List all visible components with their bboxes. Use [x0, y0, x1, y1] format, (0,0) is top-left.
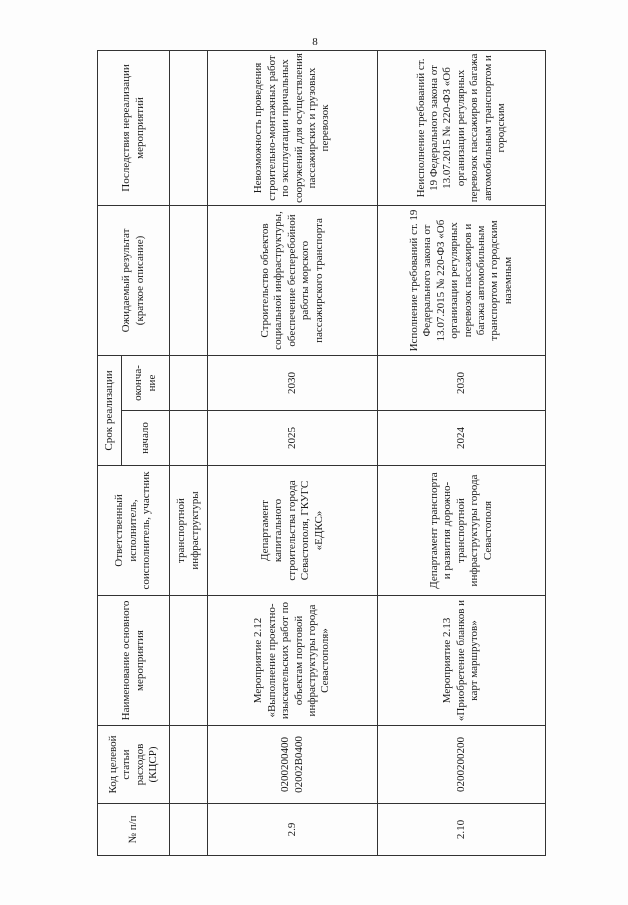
- carry-end: [170, 355, 208, 410]
- table-row: [208, 50, 378, 855]
- header-result: Ожидаемый результат (краткое описание): [98, 205, 170, 355]
- carry-consequences: [170, 50, 208, 205]
- header-start: начало: [122, 411, 170, 466]
- carry-responsible: транспортной инфраструктуры: [170, 466, 208, 596]
- row-responsible: Департамент транспорта и развития дорожно-транспортной инфраструктуры города Севастополя: [378, 466, 546, 596]
- page-number: 8: [312, 36, 318, 48]
- row-num: 2.9: [208, 804, 378, 856]
- row-start: 2024: [378, 411, 546, 466]
- measures-table: [97, 50, 546, 856]
- row-consequences: Невозможность проведения строительно-монтажных работ по эксплуатации причальных сооружений для осуществления пассажирских и грузовых перевозок: [208, 50, 378, 205]
- carry-num: [170, 804, 208, 856]
- row-kcsr: 0200200200: [378, 726, 546, 804]
- carry-start: [170, 411, 208, 466]
- header-name: Наименование основного мероприятия: [98, 596, 170, 726]
- carry-kcsr: [170, 726, 208, 804]
- header-term: Срок реализации: [98, 355, 122, 465]
- header-responsible: Ответственный исполнитель, соисполнитель, участник: [98, 466, 170, 596]
- header-kcsr: Код целевой статьи расходов (КЦСР): [98, 726, 170, 804]
- rotated-table-container: [97, 51, 545, 856]
- header-consequences: Последствия нереализации мероприятий: [98, 50, 170, 205]
- table-row: [378, 50, 546, 855]
- row-responsible: Департамент капитального строительства города Севастополя, ГКУГС «ЕДКС»: [208, 466, 378, 596]
- row-consequences: Неисполнение требований ст. 19 Федерального закона от 13.07.2015 № 220-ФЗ «Об организации регулярных перевозок пассажиров и багажа автомобильным транспортом и городским: [378, 50, 546, 205]
- row-num: 2.10: [378, 804, 546, 856]
- row-kcsr: 0200200400 02002В0400: [208, 726, 378, 804]
- header-end: оконча-ние: [122, 355, 170, 410]
- header-num: № п/п: [98, 804, 170, 856]
- row-result: Строительство объектов социальной инфраструктуры, обеспечение бесперебойной работы морского пассажирского транспорта: [208, 205, 378, 355]
- row-end: 2030: [208, 355, 378, 410]
- header-row-1: [98, 50, 122, 855]
- row-name: Мероприятие 2.12 «Выполнение проектно-изыскательских работ по объектам портовой инфраструктуры города Севастополя»: [208, 596, 378, 726]
- row-start: 2025: [208, 411, 378, 466]
- carry-name: [170, 596, 208, 726]
- row-result: Исполнение требований ст. 19 Федерального закона от 13.07.2015 № 220-ФЗ «Об организации регулярных перевозок пассажиров и багажа автомобильным транспортом и городским наземным: [378, 205, 546, 355]
- row-end: 2030: [378, 355, 546, 410]
- carry-over-row: [170, 50, 208, 855]
- carry-result: [170, 205, 208, 355]
- row-name: Мероприятие 2.13 «Приобретение бланков и карт маршрутов»: [378, 596, 546, 726]
